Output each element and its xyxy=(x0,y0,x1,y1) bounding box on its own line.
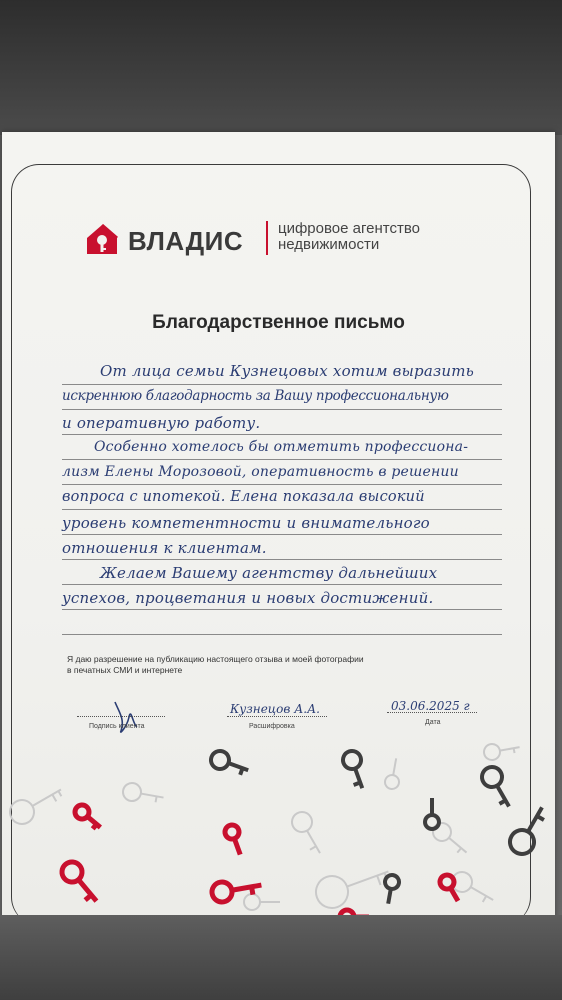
decode-line xyxy=(227,716,327,717)
letter-line: уровень компетентности и внимательного xyxy=(62,514,430,532)
key-icon xyxy=(483,739,521,761)
ruled-line xyxy=(62,409,502,410)
key-icon xyxy=(478,763,517,811)
brand-name: ВЛАДИС xyxy=(128,226,244,256)
key-icon xyxy=(210,875,263,903)
ruled-line xyxy=(62,609,502,610)
ruled-line xyxy=(62,634,502,635)
key-icon xyxy=(381,874,400,905)
key-icon xyxy=(340,748,370,791)
key-icon xyxy=(506,801,553,858)
key-icon xyxy=(437,872,464,904)
brand-logo xyxy=(84,221,484,261)
client-signature-line xyxy=(77,716,165,717)
ruled-line xyxy=(62,459,502,460)
key-icon xyxy=(72,802,105,833)
consent-line-1: Я даю разрешение на публикацию настоящего отзыва и моей фотографии xyxy=(67,654,364,664)
date-line xyxy=(387,712,477,713)
key-icon xyxy=(448,868,498,908)
key-icon xyxy=(311,856,393,912)
letter-line: успехов, процветания и новых достижений. xyxy=(62,589,434,607)
consent-line-2: в печатных СМИ и интернете xyxy=(67,665,183,675)
date-value: 03.06.2025 г xyxy=(391,699,470,713)
letter-line: отношения к клиентам. xyxy=(62,539,267,557)
letter-line: лизм Елены Морозовой, оперативность в решении xyxy=(62,464,459,480)
letter-line: От лица семьи Кузнецовых хотим выразить xyxy=(100,362,475,380)
letter-title: Благодарственное письмо xyxy=(152,312,405,333)
house-key-icon xyxy=(84,221,120,257)
decode-caption: Расшифровка xyxy=(249,723,295,730)
letter-sheet xyxy=(2,132,555,920)
ruled-line xyxy=(62,559,502,560)
letter-line: Особенно хотелось бы отметить профессиона- xyxy=(94,439,469,455)
ruled-line xyxy=(62,534,502,535)
key-icon xyxy=(244,894,280,910)
background-bottom xyxy=(0,915,562,1000)
key-icon xyxy=(122,782,166,807)
letter-line: и оперативную работу. xyxy=(62,414,261,432)
key-icon xyxy=(208,748,251,778)
tagline-line-1: цифровое агентство xyxy=(278,220,420,237)
key-icon xyxy=(384,757,403,790)
brand-tagline xyxy=(278,221,420,253)
ruled-line xyxy=(62,484,502,485)
client-signature-caption: Подпись клиента xyxy=(89,723,145,730)
letter-line: искреннюю благодарность за Вашу профессиональную xyxy=(62,388,449,404)
tagline-line-2: недвижимости xyxy=(278,236,380,253)
ruled-line xyxy=(62,584,502,585)
date-caption: Дата xyxy=(425,719,441,726)
decode-value: Кузнецов А.А. xyxy=(230,702,320,716)
ruled-line xyxy=(62,384,502,385)
letter-line: вопроса с ипотекой. Елена показала высокий xyxy=(62,489,425,505)
key-icon xyxy=(58,858,104,908)
key-icon xyxy=(425,798,439,829)
background-top xyxy=(0,0,562,135)
brand-divider xyxy=(266,221,268,255)
ruled-line xyxy=(62,434,502,435)
key-icon xyxy=(6,779,67,828)
letter-line: Желаем Вашему агентству дальнейших xyxy=(100,564,438,582)
key-icon xyxy=(223,823,247,857)
key-pattern-decoration xyxy=(2,722,555,922)
consent-text xyxy=(67,654,487,676)
key-icon xyxy=(288,808,328,858)
ruled-line xyxy=(62,509,502,510)
